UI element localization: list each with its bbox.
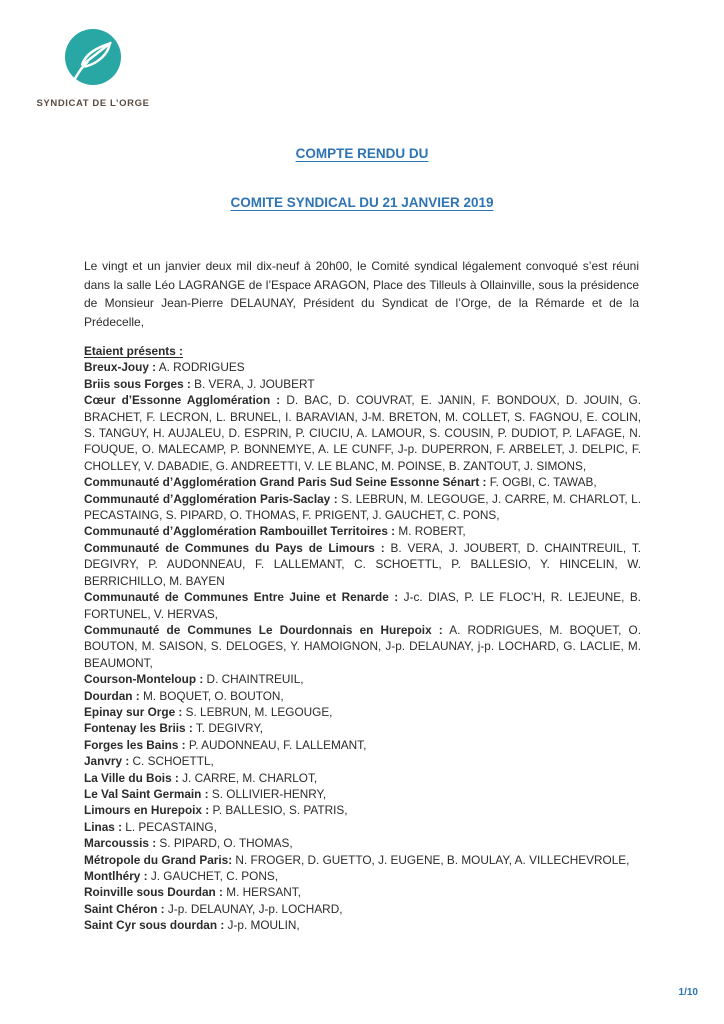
attendee-entity-label: Communauté de Communes Le Dourdonnais en Hurepoix :	[84, 622, 443, 637]
attendees-heading: Etaient présents :	[84, 344, 183, 358]
attendee-entry: Communauté de Communes Entre Juine et Renarde : J-c. DIAS, P. LE FLOC’H, R. LEJEUNE, B. FORTUNEL, V. HERVAS,	[84, 590, 641, 621]
attendee-entity-label: La Ville du Bois :	[84, 770, 179, 785]
attendee-entry: Linas : L. PECASTAING,	[84, 819, 217, 834]
document-title-line1: COMPTE RENDU DU	[295, 146, 429, 161]
attendee-entity-label: Epinay sur Orge :	[84, 704, 183, 719]
attendee-entry: Marcoussis : S. PIPARD, O. THOMAS,	[84, 836, 293, 851]
attendee-entry: Métropole du Grand Paris: N. FROGER, D. GUETTO, J. EUGENE, B. MOULAY, A. VILLECHEVROLE,	[84, 852, 630, 867]
attendee-entity-label: Saint Chéron :	[84, 901, 165, 916]
leaf-icon	[65, 29, 121, 85]
attendee-entity-label: Saint Cyr sous dourdan :	[84, 918, 225, 933]
attendee-entity-label: Cœur d’Essonne Agglomération :	[84, 393, 281, 408]
attendee-entity-label: Briis sous Forges :	[84, 376, 191, 391]
attendee-entry: Janvry : C. SCHOETTL,	[84, 754, 214, 769]
attendee-entry: Dourdan : M. BOQUET, O. BOUTON,	[84, 688, 284, 703]
attendee-entry: Communauté d’Agglomération Grand Paris Sud Seine Essonne Sénart : F. OGBI, C. TAWAB,	[84, 475, 597, 490]
attendee-entry: Communauté d’Agglomération Paris-Saclay : S. LEBRUN, M. LEGOUGE, J. CARRE, M. CHARLOT, L. PECASTAING, S. PIPARD, O. THOMAS, F. PRIGENT, J. GAUCHET, C. PONS,	[84, 491, 641, 523]
logo	[30, 29, 156, 109]
attendee-entity-label: Dourdan :	[84, 688, 140, 703]
intro-paragraph: Le vingt et un janvier deux mil dix-neuf à 20h00, le Comité syndical légalement convoqué s’est réuni dans la salle Léo LAGRANGE de l’Espace ARAGON, Place des Tilleuls à Ollainville, sous la présidence de Monsieur Jean-Pierre DELAUNAY, Président du Syndicat de l’Orge, de la Rémarde et de la Prédecelle,	[84, 259, 639, 330]
attendee-entity-label: Communauté d’Agglomération Paris-Saclay :	[84, 491, 338, 506]
attendee-entry: Roinville sous Dourdan : M. HERSANT,	[84, 885, 301, 900]
document-title-line2: COMITE SYNDICAL DU 21 JANVIER 2019	[230, 195, 494, 210]
attendee-entity-label: Forges les Bains :	[84, 737, 186, 752]
attendee-entity-label: Roinville sous Dourdan :	[84, 885, 223, 900]
attendee-entry: Cœur d’Essonne Agglomération : D. BAC, D. COUVRAT, E. JANIN, F. BONDOUX, D. JOUIN, G. BRACHET, F. LECRON, L. BRUNEL, I. BARAVIAN, J-M. BRETON, M. COLLET, S. FAGNOU, E. COLIN, S. TANGUY, H. AUJALEU, D. ESPRIN, P. CIUCIU, A. LAMOUR, S. COUSIN, P. DUDIOT, P. LAFAGE, N. FOUQUE, O. MALECAMP, P. BONNEMYE, A. LE CUNFF, J-p. DUPERRON, F. ARBELET, J. DELPIC, F. CHOLLEY, V. DABADIE, G. ANDREETTI, V. LE BLANC, M. POINSE, B. ZANTOUT, J. SIMONS,	[84, 393, 641, 473]
attendee-entity-label: Marcoussis :	[84, 836, 157, 851]
attendee-entry: Le Val Saint Germain : S. OLLIVIER-HENRY,	[84, 786, 327, 801]
attendee-entity-label: Linas :	[84, 819, 123, 834]
attendee-entity-label: Janvry :	[84, 754, 130, 769]
attendee-entity-label: Communauté de Communes du Pays de Limours :	[84, 540, 385, 555]
attendee-entity-label: Limours en Hurepoix :	[84, 803, 210, 818]
attendee-entity-label: Communauté de Communes Entre Juine et Renarde :	[84, 590, 399, 605]
attendee-entity-label: Breux-Jouy :	[84, 360, 157, 375]
attendee-list	[84, 359, 641, 933]
attendee-entry: Saint Cyr sous dourdan : J-p. MOULIN,	[84, 918, 300, 933]
attendee-entity-label: Métropole du Grand Paris:	[84, 852, 233, 867]
attendee-entry: Limours en Hurepoix : P. BALLESIO, S. PATRIS,	[84, 803, 348, 818]
attendee-entry: Fontenay les Briis : T. DEGIVRY,	[84, 721, 263, 736]
attendee-entry: Saint Chéron : J-p. DELAUNAY, J-p. LOCHARD,	[84, 901, 343, 916]
attendee-entry: Communauté de Communes Le Dourdonnais en Hurepoix : A. RODRIGUES, M. BOQUET, O. BOUTON, M. SAISON, S. DELOGES, Y. HAMOIGNON, J-p. DELAUNAY, j-p. LOCHARD, G. LACLIE, M. BEAUMONT,	[84, 622, 641, 670]
attendee-entry: La Ville du Bois : J. CARRE, M. CHARLOT,	[84, 770, 318, 785]
attendee-entity-label: Communauté d’Agglomération Grand Paris Sud Seine Essonne Sénart :	[84, 475, 487, 490]
attendee-entity-label: Le Val Saint Germain :	[84, 786, 209, 801]
attendee-entry: Montlhéry : J. GAUCHET, C. PONS,	[84, 869, 279, 883]
attendee-entry: Courson-Monteloup : D. CHAINTREUIL,	[84, 672, 304, 687]
attendee-entity-label: Courson-Monteloup :	[84, 672, 204, 687]
attendee-entry: Epinay sur Orge : S. LEBRUN, M. LEGOUGE,	[84, 704, 333, 719]
attendee-entry: Forges les Bains : P. AUDONNEAU, F. LALLEMANT,	[84, 737, 367, 752]
attendee-entry: Breux-Jouy : A. RODRIGUES	[84, 360, 245, 375]
attendee-entry: Communauté d’Agglomération Rambouillet Territoires : M. ROBERT,	[84, 524, 466, 539]
attendees-section	[84, 343, 641, 934]
attendee-entry: Briis sous Forges : B. VERA, J. JOUBERT	[84, 376, 315, 391]
logo-wordmark: SYNDICAT DE L’ORGE	[36, 98, 150, 109]
attendee-entry: Communauté de Communes du Pays de Limours : B. VERA, J. JOUBERT, D. CHAINTREUIL, T. DEGIVRY, P. AUDONNEAU, F. LALLEMANT, C. SCHOETTL, P. BALLESIO, Y. HINCELIN, W. BERRICHILLO, M. BAYEN	[84, 540, 641, 588]
attendee-entity-label: Communauté d’Agglomération Rambouillet Territoires :	[84, 524, 396, 539]
attendee-entity-label: Fontenay les Briis :	[84, 721, 193, 736]
attendee-entity-label: Montlhéry :	[84, 869, 148, 883]
page-number: 1/10	[678, 987, 698, 998]
